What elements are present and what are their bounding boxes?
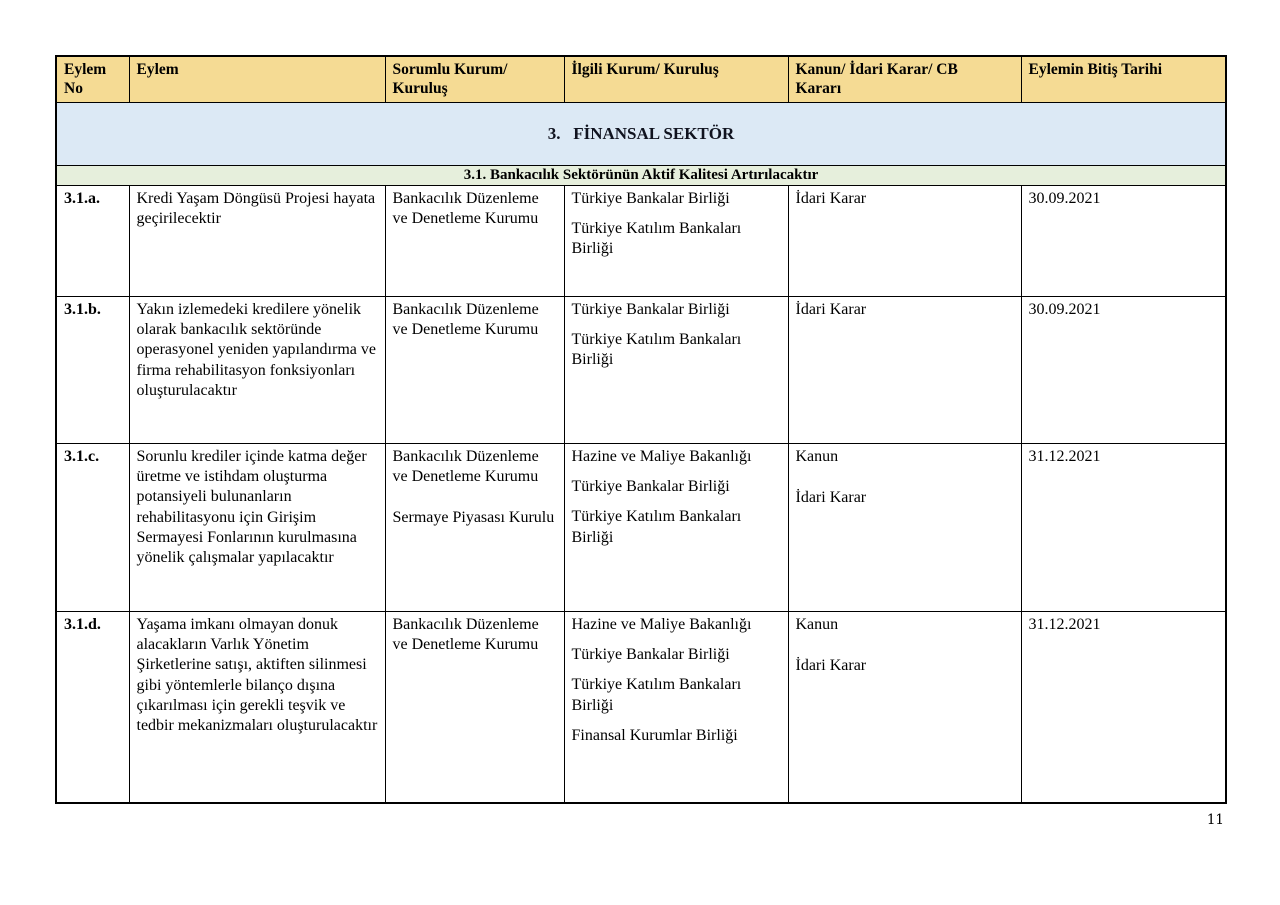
cell-text: Bankacılık Düzenleme ve Denetleme Kurumu <box>392 300 543 339</box>
cell-sorumlu <box>385 185 564 296</box>
column-header-label: Eylem No <box>64 61 107 98</box>
column-header-sorumlu-kurum <box>385 56 564 102</box>
cell-text: 3.1.b. <box>64 300 101 318</box>
section-title: 3. FİNANSAL SEKTÖR <box>56 102 1226 165</box>
cell-text: Kanun <box>795 447 839 465</box>
cell-text: 30.09.2021 <box>1028 300 1101 318</box>
cell-text: Türkiye Katılım Bankaları Birliği <box>571 508 746 546</box>
cell-text: Türkiye Bankalar Birliği <box>571 646 730 664</box>
cell-sorumlu <box>385 443 564 611</box>
action-plan-table <box>55 55 1227 804</box>
column-header-ilgili-kurum <box>564 56 788 102</box>
column-header-label: İlgili Kurum/ Kuruluş <box>571 61 719 78</box>
cell-text: Türkiye Katılım Bankaları Birliği <box>571 331 746 369</box>
cell-text: 3.1.a. <box>64 189 100 207</box>
cell-text: Yakın izlemedeki kredilere yönelik olarak bankacılık sektöründe operasyonel yeniden yapılandırma ve firma rehabilitasyon fonksiyonları oluşturulacaktır <box>136 300 380 399</box>
cell-text: İdari Karar <box>795 489 867 507</box>
cell-text: Türkiye Bankalar Birliği <box>571 478 730 496</box>
cell-text: Sorunlu krediler içinde katma değer üretme ve istihdam oluşturma potansiyeli bulunanların rehabilitasyonu için Girişim Sermayesi Fonlarının kurulmasına yönelik çalışmalar yapılacaktır <box>136 447 371 567</box>
cell-text: İdari Karar <box>795 189 867 207</box>
cell-text: Bankacılık Düzenleme ve Denetleme Kurumu <box>392 447 543 486</box>
cell-no <box>56 185 129 296</box>
cell-ilgili <box>564 611 788 803</box>
table-row <box>56 185 1226 296</box>
cell-tarih <box>1021 443 1226 611</box>
column-header-bitis-tarihi <box>1021 56 1226 102</box>
cell-text: Sermaye Piyasası Kurulu <box>392 509 555 527</box>
cell-text: Türkiye Bankalar Birliği <box>571 300 730 318</box>
cell-eylem <box>129 611 385 803</box>
cell-eylem <box>129 185 385 296</box>
column-header-label: Eylemin Bitiş Tarihi <box>1028 61 1163 78</box>
cell-no <box>56 443 129 611</box>
cell-karar <box>788 296 1021 443</box>
table-row <box>56 443 1226 611</box>
cell-text: İdari Karar <box>795 300 867 318</box>
column-header-label: Eylem <box>136 61 179 78</box>
cell-text: Türkiye Katılım Bankaları Birliği <box>571 220 746 258</box>
page-number: 11 <box>1206 812 1224 828</box>
column-header-eylem <box>129 56 385 102</box>
cell-ilgili <box>564 443 788 611</box>
cell-text: 3.1.c. <box>64 447 100 465</box>
table-body <box>56 102 1226 803</box>
cell-text: Türkiye Katılım Bankaları Birliği <box>571 676 746 714</box>
cell-text: 31.12.2021 <box>1028 447 1101 465</box>
cell-no <box>56 611 129 803</box>
cell-karar <box>788 611 1021 803</box>
cell-text: Bankacılık Düzenleme ve Denetleme Kurumu <box>392 615 543 654</box>
cell-eylem <box>129 443 385 611</box>
cell-tarih <box>1021 296 1226 443</box>
cell-text: 3.1.d. <box>64 615 101 633</box>
table-row <box>56 611 1226 803</box>
table-row <box>56 296 1226 443</box>
cell-no <box>56 296 129 443</box>
cell-text: Yaşama imkanı olmayan donuk alacakların Varlık Yönetim Şirketlerine satışı, aktiften silinmesi gibi yöntemlerle bilanço dışına çıkarılması için gerekli teşvik ve tedbir mekanizmaları oluşturulacaktır <box>136 615 378 735</box>
subsection-header-row <box>56 165 1226 185</box>
column-header-eylem-no <box>56 56 129 102</box>
cell-text: 30.09.2021 <box>1028 189 1101 207</box>
cell-text: Hazine ve Maliye Bakanlığı <box>571 447 752 465</box>
column-header-label: Sorumlu Kurum/ Kuruluş <box>392 61 508 98</box>
cell-text: İdari Karar <box>795 657 867 675</box>
cell-text: Türkiye Bankalar Birliği <box>571 189 730 207</box>
cell-tarih <box>1021 611 1226 803</box>
cell-sorumlu <box>385 296 564 443</box>
cell-text: Kredi Yaşam Döngüsü Projesi hayata geçirilecektir <box>136 189 380 228</box>
cell-text: Hazine ve Maliye Bakanlığı <box>571 615 752 633</box>
cell-eylem <box>129 296 385 443</box>
cell-text: Kanun <box>795 615 839 633</box>
section-header-row <box>56 102 1226 165</box>
cell-sorumlu <box>385 611 564 803</box>
cell-karar <box>788 443 1021 611</box>
cell-text: Finansal Kurumlar Birliği <box>571 727 738 744</box>
cell-tarih <box>1021 185 1226 296</box>
cell-karar <box>788 185 1021 296</box>
cell-text: 31.12.2021 <box>1028 615 1101 633</box>
subsection-title: 3.1. Bankacılık Sektörünün Aktif Kalitesi Artırılacaktır <box>56 165 1226 185</box>
table-header-row <box>56 56 1226 102</box>
column-header-label: Kanun/ İdari Karar/ CB Kararı <box>795 61 958 98</box>
column-header-kanun-karar <box>788 56 1021 102</box>
cell-ilgili <box>564 296 788 443</box>
cell-ilgili <box>564 185 788 296</box>
cell-text: Bankacılık Düzenleme ve Denetleme Kurumu <box>392 189 543 228</box>
